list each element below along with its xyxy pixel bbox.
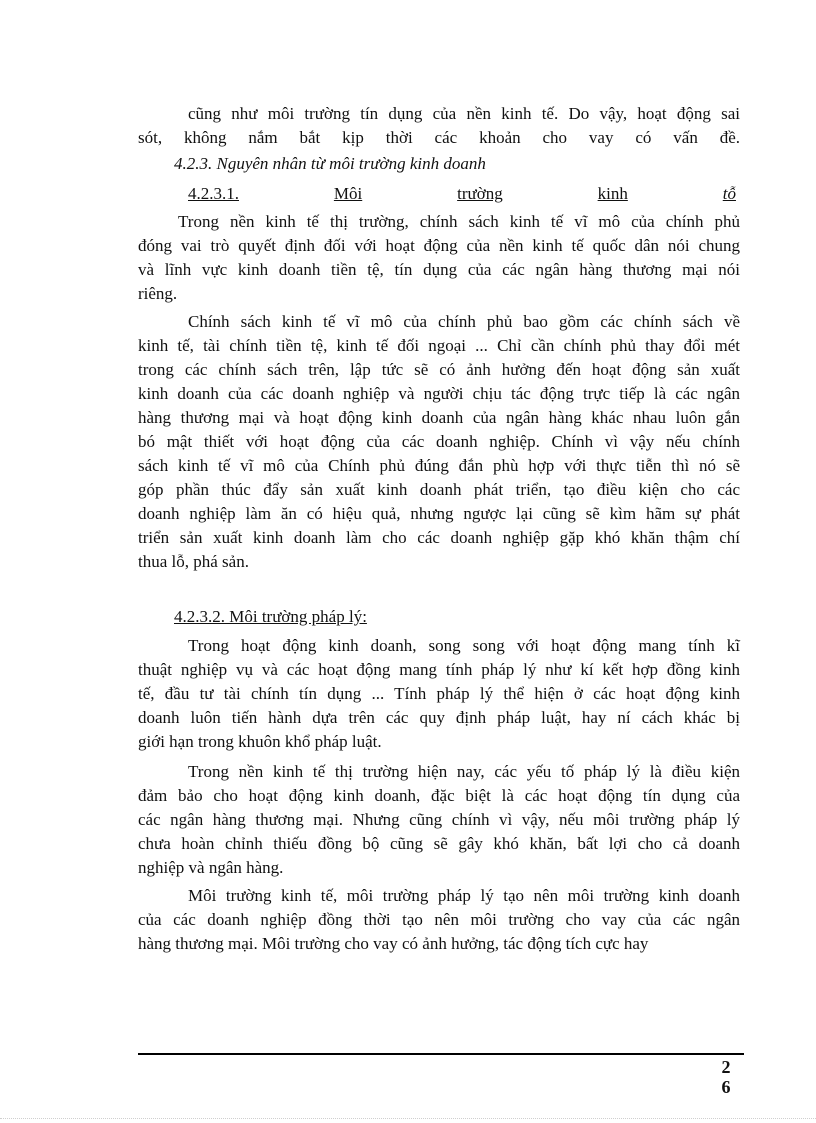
- section-heading-4-2-3-2: 4.2.3.2. Môi trường pháp lý:: [174, 607, 367, 626]
- section-heading-4-2-3-1: [188, 182, 736, 206]
- page-bottom-border: [0, 1118, 816, 1119]
- paragraph-5: Môi trường kinh tế, môi trường pháp lý tạo nên môi trường kinh doanh của các doanh nghiệp đồng thời tạo nên môi trường cho vay của các ngân hàng thương mại. Môi trường cho vay có ảnh hưởng, tác động tích cực hay: [138, 886, 740, 953]
- paragraph-1: Trong nền kinh tế thị trường, chính sách kinh tế vĩ mô của chính phủ đóng vai trò quyết định đối với hoạt động của nền kinh tế quốc dân nói chung và lĩnh vực kinh doanh tiền tệ, tín dụng của các ngân hàng thương mại nói riêng.: [138, 212, 740, 303]
- page-number: [716, 1057, 736, 1097]
- page-number-digit: 6: [721, 1077, 731, 1097]
- section-heading-4-2-3: 4.2.3. Nguyên nhân từ môi trường kinh doanh: [174, 154, 486, 173]
- heading-word: kinh: [597, 184, 628, 203]
- heading-word: tỗ: [722, 184, 736, 203]
- page-number-digit: 2: [721, 1057, 731, 1077]
- intro-line-2: sót, không nắm bắt kịp thời các khoản cho vay có vấn đề.: [138, 128, 740, 147]
- paragraph-4: Trong nền kinh tế thị trường hiện nay, các yếu tố pháp lý là điều kiện đảm bảo cho hoạt động kinh doanh, đặc biệt là các hoạt động tín dụng của các ngân hàng thương mại. Nhưng cũng chính vì vậy, nếu môi trường pháp lý chưa hoàn chỉnh thiếu đồng bộ cũng sẽ gây khó khăn, bất lợi cho cả doanh nghiệp và ngân hàng.: [138, 762, 740, 877]
- footer-rule: [138, 1053, 744, 1055]
- paragraph-3: Trong hoạt động kinh doanh, song song với hoạt động mang tính kĩ thuật nghiệp vụ và các hoạt động mang tính pháp lý như kí kết hợp đồng kinh tế, đầu tư tài chính tín dụng ... Tính pháp lý thể hiện ở các hoạt động kinh doanh luôn tiến hành dựa trên các quy định pháp luật, hay ní cách khác bị giới hạn trong khuôn khổ pháp luật.: [138, 636, 740, 751]
- paragraph-2: Chính sách kinh tế vĩ mô của chính phủ bao gồm các chính sách về kinh tế, tài chính tiền tệ, kinh tế đối ngoại ... Chỉ cần chính phủ thay đổi mét trong các chính sách trên, lập tức sẽ có ảnh hưởng đến hoạt động sản xuất kinh doanh của các doanh nghiệp và người chịu tác động trực tiếp là các ngân hàng thương mại và hoạt động kinh doanh của ngân hàng khác nhau luôn gắn bó mật thiết với hoạt động của các doanh nghiệp. Chính vì vậy nếu chính sách kinh tế vĩ mô của Chính phủ đúng đắn phù hợp với thực tiễn thì nó sẽ góp phần thúc đẩy sản xuất kinh doanh phát triển, tạo điều kiện cho các doanh nghiệp làm ăn có hiệu quả, nhưng ngược lại cũng sẽ kìm hãm sự phát triển sản xuất kinh doanh làm cho các doanh nghiệp gặp khó khăn thậm chí thua lỗ, phá sản.: [138, 312, 740, 571]
- heading-word: Môi: [333, 184, 363, 203]
- heading-word: 4.2.3.1.: [188, 184, 239, 203]
- heading-word: trường: [457, 184, 503, 203]
- intro-line-1: cũng như môi trường tín dụng của nền kinh tế. Do vậy, hoạt động sai: [188, 104, 740, 123]
